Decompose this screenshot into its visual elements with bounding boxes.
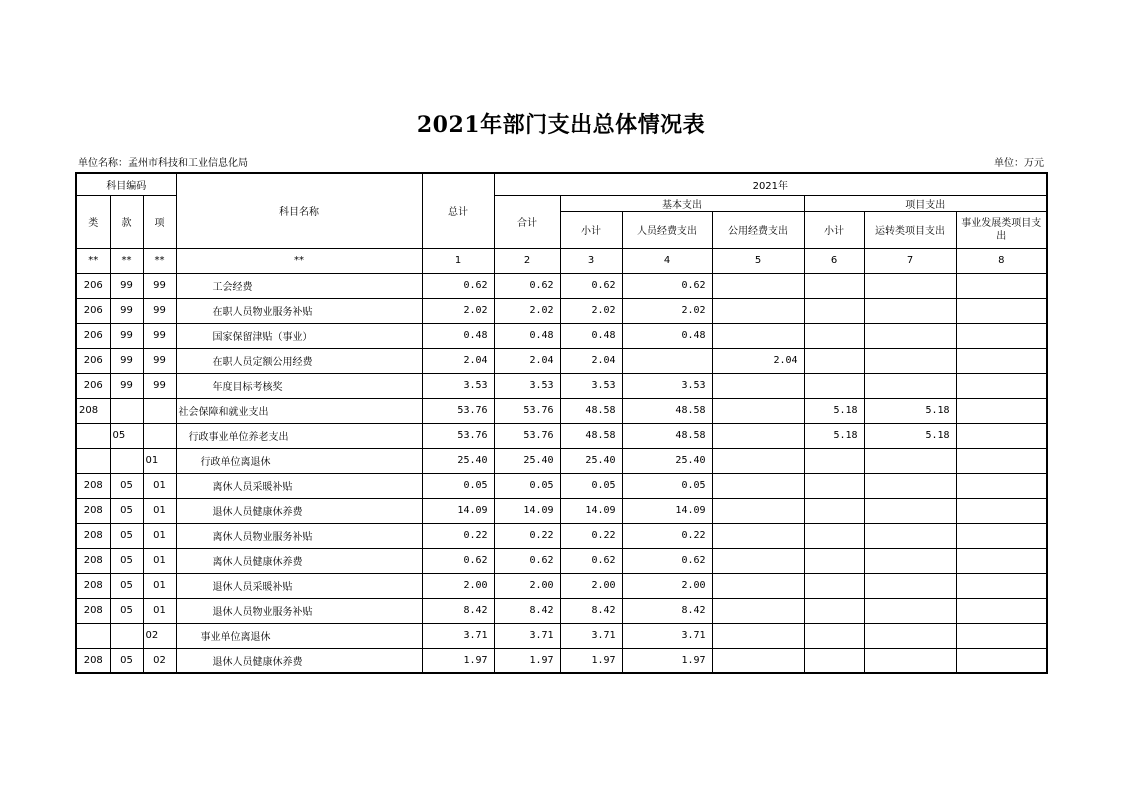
cell-code-kuan (110, 448, 143, 473)
cell-basic-subtotal: 8.42 (560, 598, 622, 623)
star-lei: ** (76, 248, 110, 273)
table-row (76, 348, 1047, 373)
cell-code-lei: 208 (76, 473, 110, 498)
cell-sum: 0.48 (494, 323, 560, 348)
cell-code-xiang: 99 (143, 373, 176, 398)
cell-code-kuan: 05 (110, 498, 143, 523)
cell-project-subtotal (804, 373, 864, 398)
cell-sum: 3.71 (494, 623, 560, 648)
cell-code-lei: 208 (76, 523, 110, 548)
table-row (76, 473, 1047, 498)
cell-operating (864, 648, 956, 673)
table-row (76, 273, 1047, 298)
cell-public (712, 398, 804, 423)
table-row (76, 623, 1047, 648)
cell-code-lei: 208 (76, 548, 110, 573)
cell-code-kuan: 05 (110, 423, 143, 448)
cell-total: 0.22 (422, 523, 494, 548)
cell-subject-name: 社会保障和就业支出 (176, 398, 422, 423)
cell-sum: 2.02 (494, 298, 560, 323)
cell-subject-name: 事业单位离退休 (176, 623, 422, 648)
cell-sum: 53.76 (494, 398, 560, 423)
cell-code-lei: 206 (76, 298, 110, 323)
cell-total: 2.02 (422, 298, 494, 323)
index-2: 2 (494, 248, 560, 273)
cell-sum: 53.76 (494, 423, 560, 448)
header-operating: 运转类项目支出 (864, 211, 956, 248)
cell-code-kuan: 99 (110, 348, 143, 373)
cell-code-xiang (143, 398, 176, 423)
cell-project-subtotal (804, 498, 864, 523)
cell-personnel: 8.42 (622, 598, 712, 623)
cell-code-kuan (110, 623, 143, 648)
table-row (76, 573, 1047, 598)
cell-code-kuan: 99 (110, 373, 143, 398)
header-subject-name: 科目名称 (176, 173, 422, 248)
cell-code-xiang: 01 (143, 598, 176, 623)
cell-development (956, 448, 1047, 473)
cell-development (956, 598, 1047, 623)
cell-total: 2.00 (422, 573, 494, 598)
cell-code-xiang: 01 (143, 573, 176, 598)
header-sum: 合计 (494, 195, 560, 248)
cell-operating: 5.18 (864, 423, 956, 448)
cell-project-subtotal (804, 323, 864, 348)
index-5: 5 (712, 248, 804, 273)
cell-basic-subtotal: 1.97 (560, 648, 622, 673)
cell-project-subtotal (804, 523, 864, 548)
header-code: 科目编码 (76, 173, 176, 195)
cell-project-subtotal (804, 598, 864, 623)
cell-development (956, 523, 1047, 548)
cell-public (712, 323, 804, 348)
cell-personnel: 0.48 (622, 323, 712, 348)
cell-code-lei: 206 (76, 273, 110, 298)
cell-personnel: 0.05 (622, 473, 712, 498)
index-1: 1 (422, 248, 494, 273)
cell-code-xiang: 99 (143, 298, 176, 323)
cell-operating (864, 448, 956, 473)
cell-code-xiang: 99 (143, 348, 176, 373)
index-6: 6 (804, 248, 864, 273)
cell-operating (864, 323, 956, 348)
header-total: 总计 (422, 173, 494, 248)
cell-subject-name: 行政单位离退休 (176, 448, 422, 473)
cell-code-lei: 206 (76, 323, 110, 348)
cell-development (956, 623, 1047, 648)
cell-public: 2.04 (712, 348, 804, 373)
table-row (76, 523, 1047, 548)
cell-code-xiang: 01 (143, 523, 176, 548)
cell-public (712, 498, 804, 523)
cell-code-lei: 208 (76, 498, 110, 523)
cell-code-kuan: 05 (110, 598, 143, 623)
table-row (76, 598, 1047, 623)
cell-subject-name: 年度目标考核奖 (176, 373, 422, 398)
cell-operating (864, 623, 956, 648)
cell-subject-name: 行政事业单位养老支出 (176, 423, 422, 448)
cell-personnel: 1.97 (622, 648, 712, 673)
cell-development (956, 573, 1047, 598)
cell-total: 1.97 (422, 648, 494, 673)
cell-total: 53.76 (422, 398, 494, 423)
cell-total: 14.09 (422, 498, 494, 523)
cell-total: 3.53 (422, 373, 494, 398)
cell-code-xiang: 99 (143, 273, 176, 298)
cell-project-subtotal (804, 573, 864, 598)
table-row (76, 398, 1047, 423)
cell-operating (864, 298, 956, 323)
cell-personnel: 2.00 (622, 573, 712, 598)
cell-code-lei: 208 (76, 598, 110, 623)
cell-public (712, 523, 804, 548)
cell-code-xiang: 02 (143, 623, 176, 648)
cell-personnel: 3.71 (622, 623, 712, 648)
cell-code-lei: 208 (76, 573, 110, 598)
table-row (76, 648, 1047, 673)
cell-subject-name: 国家保留津贴（事业） (176, 323, 422, 348)
cell-development (956, 473, 1047, 498)
cell-sum: 8.42 (494, 598, 560, 623)
cell-code-kuan: 99 (110, 298, 143, 323)
cell-personnel: 25.40 (622, 448, 712, 473)
cell-subject-name: 在职人员定额公用经费 (176, 348, 422, 373)
cell-development (956, 498, 1047, 523)
cell-code-xiang (143, 423, 176, 448)
cell-public (712, 573, 804, 598)
cell-total: 53.76 (422, 423, 494, 448)
cell-total: 8.42 (422, 598, 494, 623)
cell-project-subtotal (804, 473, 864, 498)
cell-public (712, 598, 804, 623)
cell-public (712, 623, 804, 648)
cell-sum: 2.00 (494, 573, 560, 598)
cell-sum: 1.97 (494, 648, 560, 673)
cell-sum: 0.22 (494, 523, 560, 548)
cell-sum: 0.62 (494, 273, 560, 298)
cell-development (956, 323, 1047, 348)
cell-code-xiang: 01 (143, 448, 176, 473)
cell-basic-subtotal: 0.62 (560, 273, 622, 298)
cell-project-subtotal (804, 348, 864, 373)
cell-subject-name: 工会经费 (176, 273, 422, 298)
cell-subject-name: 离休人员物业服务补贴 (176, 523, 422, 548)
cell-subject-name: 退休人员健康休养费 (176, 648, 422, 673)
header-basic-subtotal: 小计 (560, 211, 622, 248)
cell-subject-name: 退休人员健康休养费 (176, 498, 422, 523)
cell-personnel: 0.62 (622, 548, 712, 573)
cell-operating: 5.18 (864, 398, 956, 423)
cell-basic-subtotal: 3.71 (560, 623, 622, 648)
cell-sum: 0.62 (494, 548, 560, 573)
cell-public (712, 473, 804, 498)
cell-project-subtotal (804, 623, 864, 648)
cell-code-kuan (110, 398, 143, 423)
cell-personnel: 2.02 (622, 298, 712, 323)
cell-total: 0.62 (422, 273, 494, 298)
cell-basic-subtotal: 0.48 (560, 323, 622, 348)
cell-code-xiang: 99 (143, 323, 176, 348)
cell-development (956, 348, 1047, 373)
cell-development (956, 398, 1047, 423)
header-project: 项目支出 (804, 195, 1047, 211)
star-kuan: ** (110, 248, 143, 273)
cell-basic-subtotal: 2.04 (560, 348, 622, 373)
cell-sum: 3.53 (494, 373, 560, 398)
header-development: 事业发展类项目支出 (956, 211, 1047, 248)
cell-operating (864, 498, 956, 523)
cell-operating (864, 598, 956, 623)
cell-basic-subtotal: 14.09 (560, 498, 622, 523)
cell-project-subtotal (804, 548, 864, 573)
cell-basic-subtotal: 48.58 (560, 398, 622, 423)
header-personnel: 人员经费支出 (622, 211, 712, 248)
cell-code-lei: 206 (76, 373, 110, 398)
cell-code-lei: 206 (76, 348, 110, 373)
cell-subject-name: 在职人员物业服务补贴 (176, 298, 422, 323)
expenditure-table (75, 172, 1048, 674)
star-xiang: ** (143, 248, 176, 273)
cell-code-xiang: 01 (143, 548, 176, 573)
header-basic: 基本支出 (560, 195, 804, 211)
header-index-row (76, 248, 1047, 273)
index-4: 4 (622, 248, 712, 273)
star-name: ** (176, 248, 422, 273)
cell-personnel: 0.22 (622, 523, 712, 548)
cell-subject-name: 离休人员采暖补贴 (176, 473, 422, 498)
cell-operating (864, 373, 956, 398)
cell-code-lei: 208 (76, 398, 110, 423)
cell-personnel: 48.58 (622, 398, 712, 423)
cell-sum: 25.40 (494, 448, 560, 473)
cell-code-kuan: 05 (110, 573, 143, 598)
cell-basic-subtotal: 25.40 (560, 448, 622, 473)
cell-operating (864, 523, 956, 548)
cell-development (956, 273, 1047, 298)
cell-public (712, 548, 804, 573)
cell-basic-subtotal: 0.22 (560, 523, 622, 548)
table-row (76, 548, 1047, 573)
cell-development (956, 373, 1047, 398)
cell-development (956, 548, 1047, 573)
cell-code-xiang: 01 (143, 498, 176, 523)
unit-label: 单位：万元 (994, 158, 1044, 169)
cell-basic-subtotal: 0.05 (560, 473, 622, 498)
cell-basic-subtotal: 3.53 (560, 373, 622, 398)
cell-code-kuan: 05 (110, 473, 143, 498)
cell-code-kuan: 05 (110, 548, 143, 573)
cell-sum: 14.09 (494, 498, 560, 523)
cell-total: 0.62 (422, 548, 494, 573)
cell-subject-name: 退休人员物业服务补贴 (176, 598, 422, 623)
cell-personnel: 14.09 (622, 498, 712, 523)
page-title: 2021年部门支出总体情况表 (416, 112, 706, 138)
cell-operating (864, 548, 956, 573)
cell-basic-subtotal: 0.62 (560, 548, 622, 573)
cell-code-lei (76, 623, 110, 648)
cell-basic-subtotal: 48.58 (560, 423, 622, 448)
cell-operating (864, 348, 956, 373)
header-year: 2021年 (494, 173, 1047, 195)
cell-operating (864, 573, 956, 598)
header-project-subtotal: 小计 (804, 211, 864, 248)
cell-operating (864, 273, 956, 298)
cell-code-kuan: 05 (110, 648, 143, 673)
header-lei: 类 (76, 195, 110, 248)
cell-personnel: 3.53 (622, 373, 712, 398)
cell-personnel (622, 348, 712, 373)
cell-code-xiang: 02 (143, 648, 176, 673)
header-public: 公用经费支出 (712, 211, 804, 248)
table-row (76, 448, 1047, 473)
cell-code-kuan: 99 (110, 323, 143, 348)
cell-code-xiang: 01 (143, 473, 176, 498)
unit-name-label: 单位名称：孟州市科技和工业信息化局 (78, 158, 248, 169)
cell-public (712, 298, 804, 323)
cell-project-subtotal (804, 448, 864, 473)
cell-development (956, 648, 1047, 673)
cell-total: 0.48 (422, 323, 494, 348)
index-7: 7 (864, 248, 956, 273)
cell-basic-subtotal: 2.00 (560, 573, 622, 598)
cell-total: 2.04 (422, 348, 494, 373)
cell-development (956, 298, 1047, 323)
cell-code-kuan: 99 (110, 273, 143, 298)
cell-personnel: 48.58 (622, 423, 712, 448)
cell-project-subtotal (804, 298, 864, 323)
header-row-1 (76, 173, 1047, 195)
cell-personnel: 0.62 (622, 273, 712, 298)
table-row (76, 298, 1047, 323)
cell-project-subtotal: 5.18 (804, 398, 864, 423)
table-body (76, 173, 1047, 673)
cell-code-lei (76, 448, 110, 473)
cell-total: 25.40 (422, 448, 494, 473)
index-3: 3 (560, 248, 622, 273)
cell-code-kuan: 05 (110, 523, 143, 548)
cell-subject-name: 退休人员采暖补贴 (176, 573, 422, 598)
cell-project-subtotal (804, 648, 864, 673)
cell-development (956, 423, 1047, 448)
cell-basic-subtotal: 2.02 (560, 298, 622, 323)
cell-public (712, 648, 804, 673)
table-row (76, 323, 1047, 348)
header-kuan: 款 (110, 195, 143, 248)
cell-public (712, 273, 804, 298)
cell-total: 3.71 (422, 623, 494, 648)
cell-public (712, 448, 804, 473)
cell-code-lei (76, 423, 110, 448)
table-row (76, 373, 1047, 398)
cell-subject-name: 离休人员健康休养费 (176, 548, 422, 573)
cell-sum: 0.05 (494, 473, 560, 498)
cell-public (712, 423, 804, 448)
cell-project-subtotal: 5.18 (804, 423, 864, 448)
header-xiang: 项 (143, 195, 176, 248)
index-8: 8 (956, 248, 1047, 273)
cell-project-subtotal (804, 273, 864, 298)
table-row (76, 423, 1047, 448)
cell-total: 0.05 (422, 473, 494, 498)
cell-sum: 2.04 (494, 348, 560, 373)
cell-code-lei: 208 (76, 648, 110, 673)
table-row (76, 498, 1047, 523)
cell-public (712, 373, 804, 398)
cell-operating (864, 473, 956, 498)
